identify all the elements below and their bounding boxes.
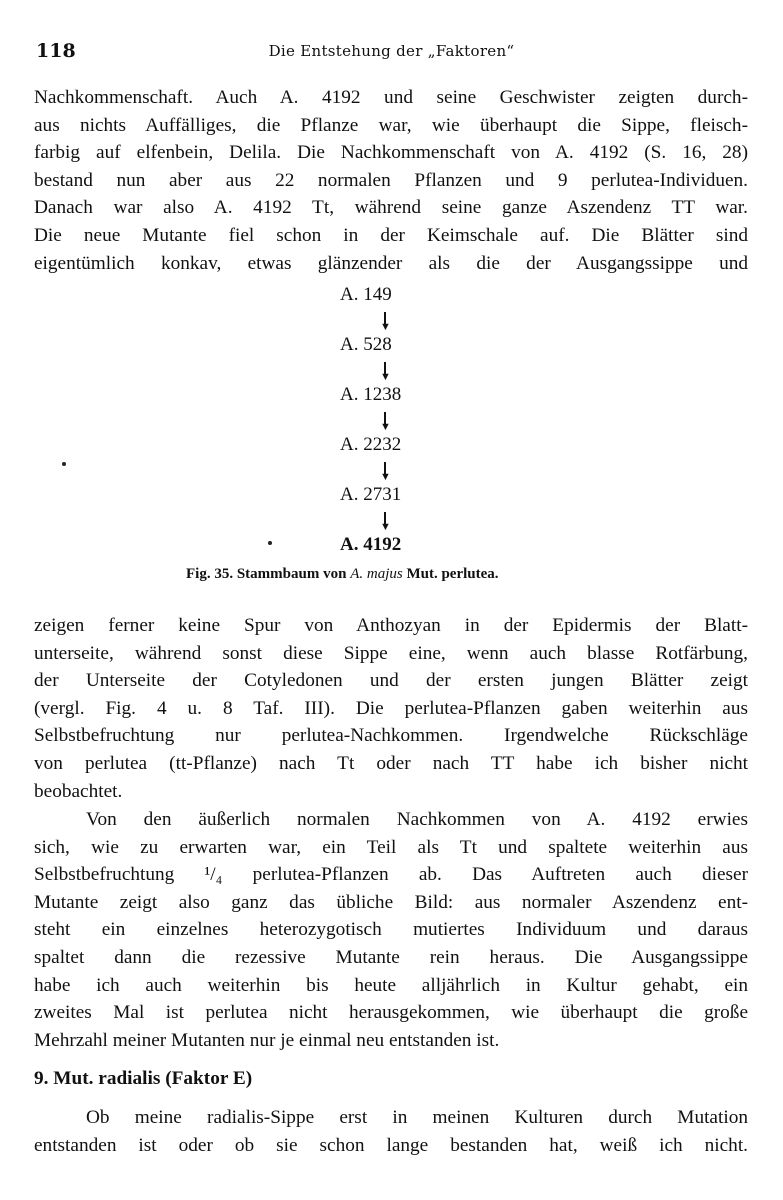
text-line: sich, wie zu erwarten war, ein Teil als Tt und spaltete weiterhin aus [34, 836, 748, 858]
text-line: Nachkommenschaft. Auch A. 4192 und seine Geschwister zeigten durch- [34, 87, 748, 108]
text-line: spaltet dann die rezessive Mutante rein heraus. Die Ausgangssippe [34, 946, 748, 968]
text-line: Die neue Mutante fiel schon in der Keimschale auf. Die Blätter sind [34, 224, 748, 246]
paragraph-2 [34, 612, 748, 805]
pedigree-node: A. 2232 [340, 434, 402, 455]
text-line: habe ich auch weiterhin bis heute alljährlich in Kultur gehabt, ein [34, 974, 748, 996]
text-line: steht ein einzelnes heterozygotisch mutiertes Individuum und daraus [34, 919, 748, 941]
text-line: Selbstbefruchtung ¹/₄ perlutea-Pflanzen ab. Das Auftreten auch dieser [34, 864, 748, 886]
text-line: beobachtet. [34, 780, 123, 802]
text-line: entstanden ist oder ob sie schon lange bestanden hat, weiß ich nicht. [34, 1134, 748, 1156]
paragraph-3 [34, 806, 748, 1054]
down-arrow-icon: ▼ [384, 512, 386, 530]
pedigree-node: A. 528 [340, 334, 392, 355]
down-arrow-icon: ▼ [384, 312, 386, 330]
text-line: farbig auf elfenbein, Delila. Die Nachkommenschaft von A. 4192 (S. 16, 28) [34, 142, 748, 164]
text-line: (vergl. Fig. 4 u. 8 Taf. III). Die perlutea-Pflanzen gaben weiterhin aus [34, 697, 748, 719]
page-number: 118 [36, 40, 76, 62]
text-line: zeigen ferner keine Spur von Anthozyan in der Epidermis der Blatt- [34, 615, 748, 636]
text-line: Danach war also A. 4192 Tt, während seine ganze Aszendenz TT war. [34, 197, 748, 219]
down-arrow-icon: ▼ [384, 362, 386, 380]
figure-caption [186, 566, 646, 583]
pedigree-node-mutant: A. 4192 [340, 534, 402, 555]
down-arrow-icon: ▼ [384, 412, 386, 430]
running-head: Die Entstehung der „Faktoren“ [268, 42, 515, 60]
pedigree-node: A. 149 [340, 284, 392, 305]
text-line: Selbstbefruchtung nur perlutea-Nachkommen. Irgendwelche Rückschläge [34, 725, 748, 747]
text-line: Von den äußerlich normalen Nachkommen von A. 4192 erwies [86, 809, 748, 830]
caption-species: A. majus [350, 566, 403, 582]
caption-text: Stammbaum von [236, 566, 347, 582]
text-line: Mutante zeigt also ganz das übliche Bild: aus normaler Aszendenz ent- [34, 891, 748, 913]
pedigree-node: A. 2731 [340, 484, 402, 505]
text-line: Mehrzahl meiner Mutanten nur je einmal neu entstanden ist. [34, 1029, 500, 1051]
paragraph-1 [34, 84, 748, 277]
text-line: aus nichts Auffälliges, die Pflanze war, wie überhaupt die Sippe, fleisch- [34, 114, 748, 136]
section-heading: 9. Mut. radialis (Faktor E) [34, 1068, 253, 1089]
text-line: unterseite, während sonst diese Sippe eine, wenn auch blasse Rotfärbung, [34, 642, 748, 664]
caption-suffix: Mut. perlutea. [406, 566, 499, 582]
text-line: eigentümlich konkav, etwas glänzender als die der Ausgangssippe und [34, 252, 748, 274]
text-line: von perlutea (tt-Pflanze) nach Tt oder nach TT habe ich bisher nicht [34, 752, 748, 774]
text-line: Ob meine radialis-Sippe erst in meinen Kulturen durch Mutation [86, 1107, 748, 1128]
text-line: zweites Mal ist perlutea nicht herausgekommen, wie überhaupt die große [34, 1002, 748, 1024]
text-line: der Unterseite der Cotyledonen und der ersten jungen Blätter zeigt [34, 670, 748, 692]
pedigree-node: A. 1238 [340, 384, 402, 405]
text-line: bestand nun aber aus 22 normalen Pflanzen und 9 perlutea-Individuen. [34, 169, 748, 191]
print-speck [268, 541, 272, 545]
page-header [36, 40, 747, 66]
caption-label: Fig. 35. [186, 566, 234, 582]
paragraph-4 [34, 1104, 748, 1159]
print-speck [62, 462, 66, 466]
down-arrow-icon: ▼ [384, 462, 386, 480]
